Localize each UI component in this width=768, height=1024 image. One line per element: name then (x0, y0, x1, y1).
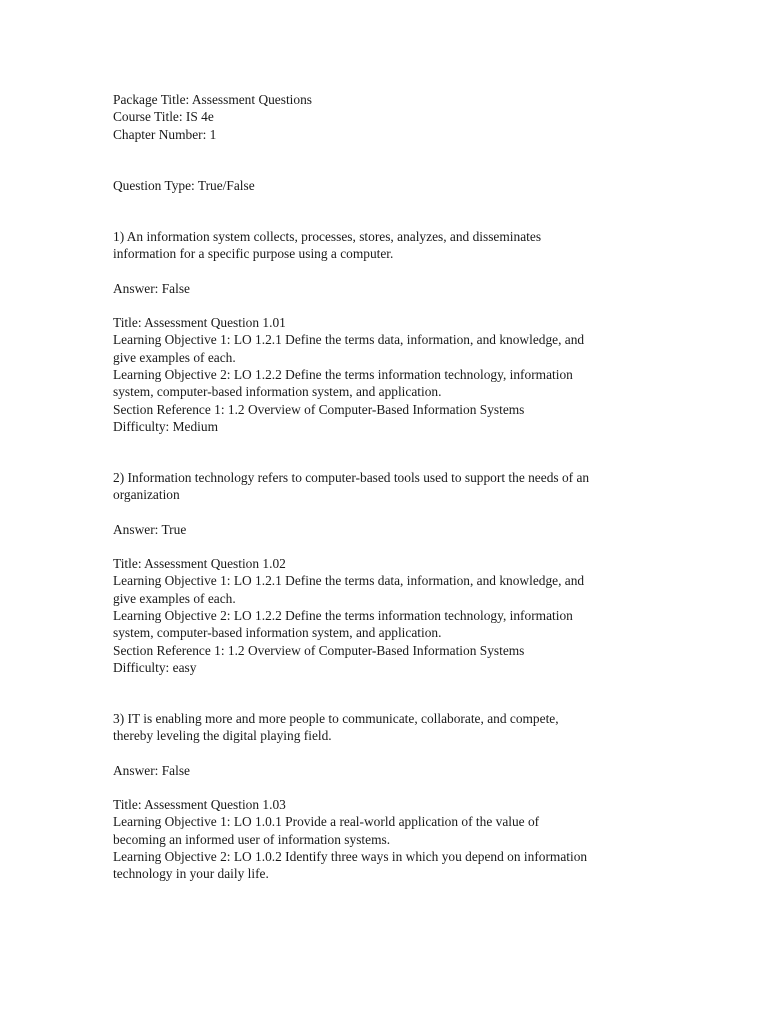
learning-objective-1: Learning Objective 1: LO 1.2.1 Define the terms data, information, and knowledge, and (113, 332, 585, 348)
question-title: Title: Assessment Question 1.03 (113, 797, 286, 813)
document-header (113, 91, 658, 143)
question-title: Title: Assessment Question 1.02 (113, 556, 286, 572)
document-page (113, 91, 658, 883)
learning-objective-2: Learning Objective 2: LO 1.2.2 Define the terms information technology, information (113, 607, 573, 623)
package-title: Package Title: Assessment Questions (113, 92, 313, 107)
learning-objective-1-continued: becoming an informed user of information systems. (113, 831, 391, 847)
learning-objective-2-continued: system, computer-based information system, and application. (113, 384, 442, 400)
learning-objective-1-continued: give examples of each. (113, 590, 236, 606)
question-block (113, 228, 658, 435)
difficulty: Difficulty: easy (113, 659, 197, 675)
learning-objective-1: Learning Objective 1: LO 1.0.1 Provide a real-world application of the value of (113, 814, 540, 830)
question-stem-continued: information for a specific purpose using a computer. (113, 246, 394, 262)
learning-objective-2: Learning Objective 2: LO 1.0.2 Identify three ways in which you depend on information (113, 848, 588, 864)
question-stem: 2) Information technology refers to computer-based tools used to support the needs of an (113, 470, 590, 486)
learning-objective-2-continued: system, computer-based information system, and application. (113, 625, 442, 641)
section-reference: Section Reference 1: 1.2 Overview of Computer-Based Information Systems (113, 401, 525, 417)
question-stem: 3) IT is enabling more and more people to communicate, collaborate, and compete, (113, 711, 559, 727)
learning-objective-2-continued: technology in your daily life. (113, 866, 269, 882)
question-stem: 1) An information system collects, processes, stores, analyzes, and disseminates (113, 229, 542, 245)
section-reference: Section Reference 1: 1.2 Overview of Computer-Based Information Systems (113, 642, 525, 658)
learning-objective-2: Learning Objective 2: LO 1.2.2 Define the terms information technology, information (113, 366, 573, 382)
question-answer: Answer: True (113, 521, 187, 537)
learning-objective-1: Learning Objective 1: LO 1.2.1 Define the terms data, information, and knowledge, and (113, 573, 585, 589)
chapter-number: Chapter Number: 1 (113, 126, 217, 142)
question-type: Question Type: True/False (113, 177, 255, 193)
question-block (113, 710, 658, 882)
course-title: Course Title: IS 4e (113, 109, 214, 125)
question-title: Title: Assessment Question 1.01 (113, 315, 286, 331)
learning-objective-1-continued: give examples of each. (113, 349, 236, 365)
difficulty: Difficulty: Medium (113, 418, 219, 434)
question-answer: Answer: False (113, 280, 190, 296)
question-block (113, 469, 658, 676)
question-stem-continued: organization (113, 487, 180, 503)
question-answer: Answer: False (113, 762, 190, 778)
question-stem-continued: thereby leveling the digital playing field. (113, 728, 332, 744)
